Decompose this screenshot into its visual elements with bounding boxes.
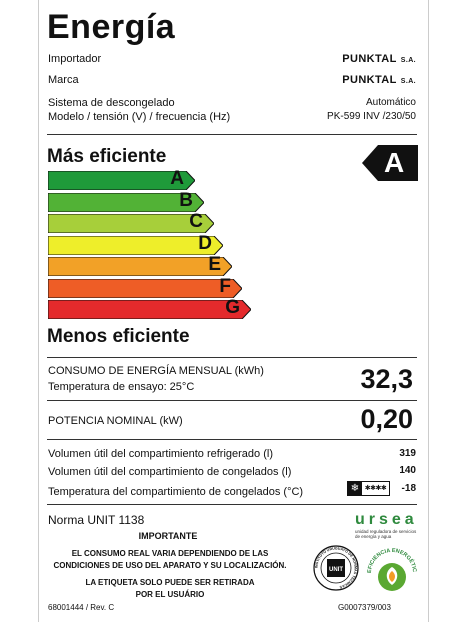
efficiency-bar-d	[48, 233, 223, 255]
header-separator	[47, 134, 417, 135]
consumption-value: 32,3	[360, 364, 413, 394]
important-heading: IMPORTANTE	[138, 531, 198, 541]
brand-brand-text: PUNKTAL	[342, 74, 397, 86]
efficiency-bar-e	[48, 254, 232, 276]
frame-left-line	[38, 0, 39, 622]
spec-fridge-volume-value: 319	[399, 448, 416, 459]
power-value: 0,20	[360, 404, 413, 434]
rating-letter: A	[384, 147, 405, 178]
consumption-sublabel: Temperatura de ensayo: 25°C	[48, 381, 195, 393]
rating-arrow	[362, 145, 418, 181]
brand-label: Marca	[48, 74, 79, 86]
snowflake-icon: ❄	[348, 482, 362, 495]
label-title: Energía	[47, 8, 176, 46]
notice-line-4: POR EL USUÁRIO	[135, 589, 205, 599]
ursea-subtitle-1: unidad reguladora de servicios	[355, 529, 417, 534]
defrost-value: Automático	[365, 97, 416, 108]
importer-label: Importador	[48, 53, 102, 65]
notice-line-1: EL CONSUMO REAL VARIA DEPENDIENDO DE LAS	[71, 549, 269, 558]
code-right: G0007379/003	[338, 603, 391, 612]
importer-brand-suffix: S.A.	[400, 57, 416, 64]
efficiency-bar-g	[48, 297, 251, 319]
more-efficient-heading: Más eficiente	[47, 146, 167, 167]
ursea-subtitle-2: de energía y agua	[355, 534, 392, 539]
removal-notice	[40, 577, 300, 600]
ursea-letters: ursea	[355, 511, 418, 528]
svg-text:INSTITUTO URUGUAYO DE NORMAS T: INSTITUTO URUGUAYO DE NORMAS TÉCNICAS	[314, 546, 358, 590]
unit-seal	[313, 545, 359, 591]
freezer-star-icon	[347, 481, 390, 496]
efficiency-bar-letter: G	[225, 297, 240, 318]
specs-separator	[47, 504, 417, 505]
svg-text:UNIT: UNIT	[329, 567, 343, 573]
notice-line-3: LA ETIQUETA SOLO PUEDE SER RETIRADA	[85, 578, 255, 587]
frame-right-line	[428, 0, 429, 622]
efficiency-bar-letter: A	[170, 168, 184, 189]
efficiency-bar-letter: E	[208, 254, 221, 275]
power-separator	[47, 439, 417, 440]
power-label: POTENCIA NOMINAL (kW)	[48, 415, 183, 427]
ursea-wordmark	[355, 511, 421, 529]
spec-freezer-temp-label: Temperatura del compartimiento de congelados (°C)	[48, 486, 304, 498]
efficiency-bar-a	[48, 168, 195, 190]
spec-freezer-volume-label: Volumen útil del compartimiento de congelados (l)	[48, 466, 292, 478]
efficiency-bar-b	[48, 190, 204, 212]
notice-block	[40, 548, 300, 571]
efficiency-bar-c	[48, 211, 214, 233]
consumption-label: CONSUMO DE ENERGÍA MENSUAL (kWh)	[48, 365, 264, 377]
ursea-logo	[355, 511, 421, 539]
spec-freezer-volume-value: 140	[399, 465, 416, 476]
importer-brand-text: PUNKTAL	[342, 53, 397, 65]
efficiency-seal	[366, 547, 418, 599]
spec-fridge-volume-label: Volumen útil del compartimiento refrigerado (l)	[48, 448, 273, 460]
efficiency-bar-letter: F	[219, 276, 231, 297]
brand-brand-suffix: S.A.	[400, 78, 416, 85]
notice-line-2: CONDICIONES DE USO DEL APARATO Y SU LOCALIZACIÓN.	[53, 560, 287, 570]
efficiency-bar-letter: B	[179, 190, 193, 211]
efficiency-bar-letter: C	[189, 211, 203, 232]
defrost-label: Sistema de descongelado	[48, 97, 175, 109]
less-efficient-heading: Menos eficiente	[47, 326, 190, 347]
svg-text:EFICIENCIA ENERGÉTICA: EFICIENCIA ENERGÉTIC	[366, 547, 418, 574]
spec-freezer-temp-value: -18	[401, 483, 416, 494]
model-label: Modelo / tensión (V) / frecuencia (Hz)	[48, 111, 231, 123]
brand-value	[342, 74, 416, 86]
consumption-separator	[47, 400, 417, 401]
code-left: 68001444 / Rev. C	[48, 603, 115, 612]
efficiency-bar-letter: D	[198, 233, 212, 254]
unit-seal-graphic	[313, 545, 359, 591]
freezer-stars: ✱✱✱✱	[364, 485, 387, 492]
model-value: PK-599 INV /230/50	[327, 111, 416, 122]
importer-value	[342, 53, 416, 65]
efficiency-bar-f	[48, 276, 242, 298]
norm-text: Norma UNIT 1138	[48, 513, 145, 527]
scale-separator	[47, 357, 417, 358]
efficiency-seal-graphic	[366, 547, 418, 599]
